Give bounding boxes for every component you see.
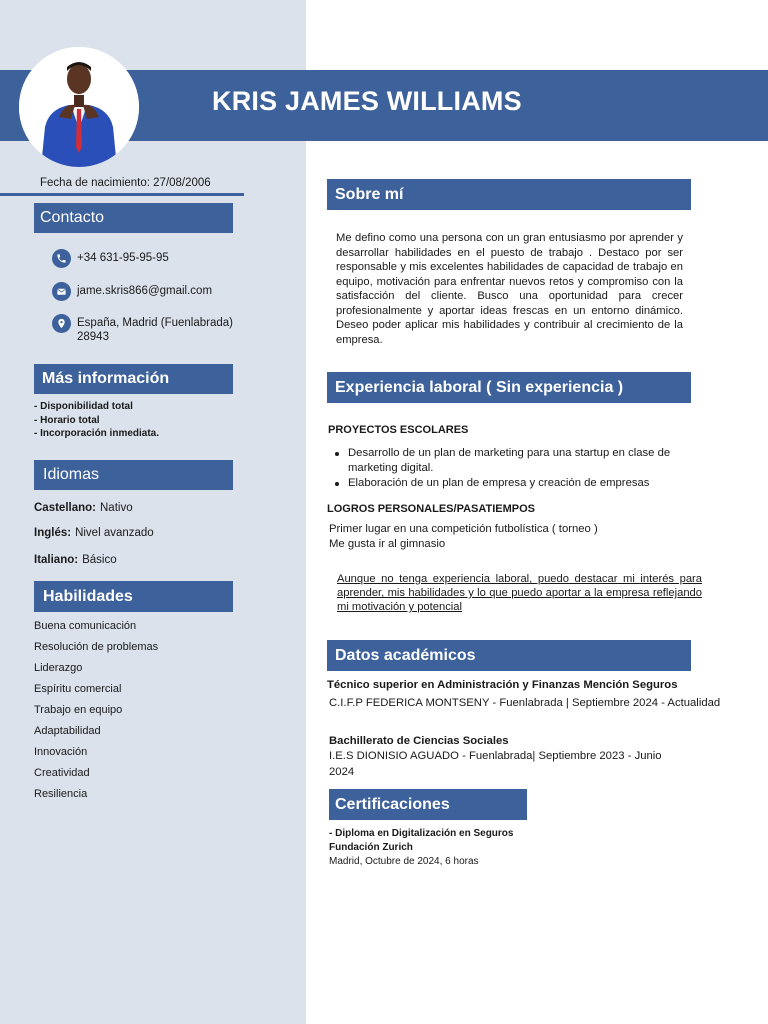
email-address: jame.skris866@gmail.com <box>77 285 213 297</box>
achievements-label: LOGROS PERSONALES/PASATIEMPOS <box>327 503 536 515</box>
skills-heading: Habilidades <box>34 581 233 612</box>
list-item: Liderazgo <box>34 662 83 674</box>
list-item: Adaptabilidad <box>34 725 101 737</box>
address-text <box>77 314 233 344</box>
language-row <box>34 502 133 514</box>
list-item: Innovación <box>34 746 88 758</box>
contact-address <box>52 314 233 344</box>
degree-title: Técnico superior en Administración y Finanzas Mención Seguros <box>327 679 678 691</box>
language-name: Inglés: <box>34 527 72 539</box>
achievement-item: Me gusta ir al gimnasio <box>329 538 446 550</box>
more-info-list <box>34 400 159 441</box>
birth-date: Fecha de nacimiento: 27/08/2006 <box>40 177 211 189</box>
language-level: Básico <box>82 554 117 566</box>
list-item: Elaboración de un plan de empresa y creación de empresas <box>330 476 696 491</box>
language-level: Nativo <box>100 502 133 514</box>
language-row <box>34 554 117 566</box>
experience-heading: Experiencia laboral ( Sin experiencia ) <box>327 372 691 403</box>
certification-name: - Diploma en Digitalización en Seguros <box>329 828 514 839</box>
phone-number: +34 631-95-95-95 <box>77 252 169 264</box>
divider <box>0 193 244 196</box>
list-item: Buena comunicación <box>34 620 137 632</box>
list-item: Resiliencia <box>34 788 88 800</box>
list-item: - Disponibilidad total <box>34 401 133 412</box>
certifications-heading: Certificaciones <box>329 789 527 820</box>
more-info-heading: Más información <box>34 364 233 394</box>
achievement-item: Primer lugar en una competición futbolística ( torneo ) <box>329 523 598 535</box>
languages-heading: Idiomas <box>34 460 233 490</box>
language-name: Castellano: <box>34 502 96 514</box>
skills-list <box>34 616 158 805</box>
list-item: Desarrollo de un plan de marketing para una startup en clase de marketing digital. <box>330 446 696 475</box>
phone-icon <box>52 249 71 268</box>
list-item: Resolución de problemas <box>34 641 159 653</box>
list-item: - Horario total <box>34 414 100 426</box>
list-item: - Incorporación inmediata. <box>34 428 160 439</box>
list-item: Creatividad <box>34 767 90 779</box>
language-name: Italiano: <box>34 554 79 566</box>
about-text: Me defino como una persona con un gran entusiasmo por aprender y desarrollar habilidades en el puesto de trabajo . Destaco por ser responsable y mis excelentes habilidades de capacidad de trabajo en equipo, motivación para enfrentar nuevos retos y compromiso con la satisfacción del cliente. Busco una oportunidad para crecer profesionalmente y aportar ideas frescas en un entorno dinámico. Deseo poder aplicar mis habilidades y contribuir al crecimiento de la empresa. <box>336 232 683 346</box>
list-item: Espíritu comercial <box>34 683 122 695</box>
degree-detail: C.I.F.P FEDERICA MONTSENY - Fuenlabrada | Septiembre 2024 - Actualidad <box>329 697 721 709</box>
candidate-name: KRIS JAMES WILLIAMS <box>212 86 522 116</box>
list-item: Trabajo en equipo <box>34 704 123 716</box>
about-heading: Sobre mí <box>327 179 691 210</box>
contact-email <box>52 282 212 301</box>
language-row <box>34 527 154 539</box>
certification-issuer: Fundación Zurich <box>329 842 413 853</box>
address-line-1: España, Madrid (Fuenlabrada) <box>77 317 233 329</box>
certification-detail: Madrid, Octubre de 2024, 6 horas <box>329 856 479 867</box>
education-heading: Datos académicos <box>327 640 691 671</box>
person-portrait-icon <box>19 47 139 167</box>
degree-detail: I.E.S DIONISIO AGUADO - Fuenlabrada| Septiembre 2023 - Junio <box>329 750 662 762</box>
address-line-2: 28943 <box>77 331 109 343</box>
contact-heading: Contacto <box>34 203 233 233</box>
profile-photo <box>19 47 139 167</box>
degree-detail: 2024 <box>329 766 355 778</box>
language-level: Nivel avanzado <box>75 527 154 539</box>
contact-phone <box>52 249 169 268</box>
experience-note: Aunque no tenga experiencia laboral, puedo destacar mi interés para aprender, mis habilidades y lo que puedo aportar a la empresa reflejando mi motivación y potencial <box>337 573 702 613</box>
projects-label: PROYECTOS ESCOLARES <box>328 424 469 436</box>
projects-list <box>330 446 696 492</box>
location-pin-icon <box>52 314 71 333</box>
mail-icon <box>52 282 71 301</box>
degree-title: Bachillerato de Ciencias Sociales <box>329 735 509 747</box>
